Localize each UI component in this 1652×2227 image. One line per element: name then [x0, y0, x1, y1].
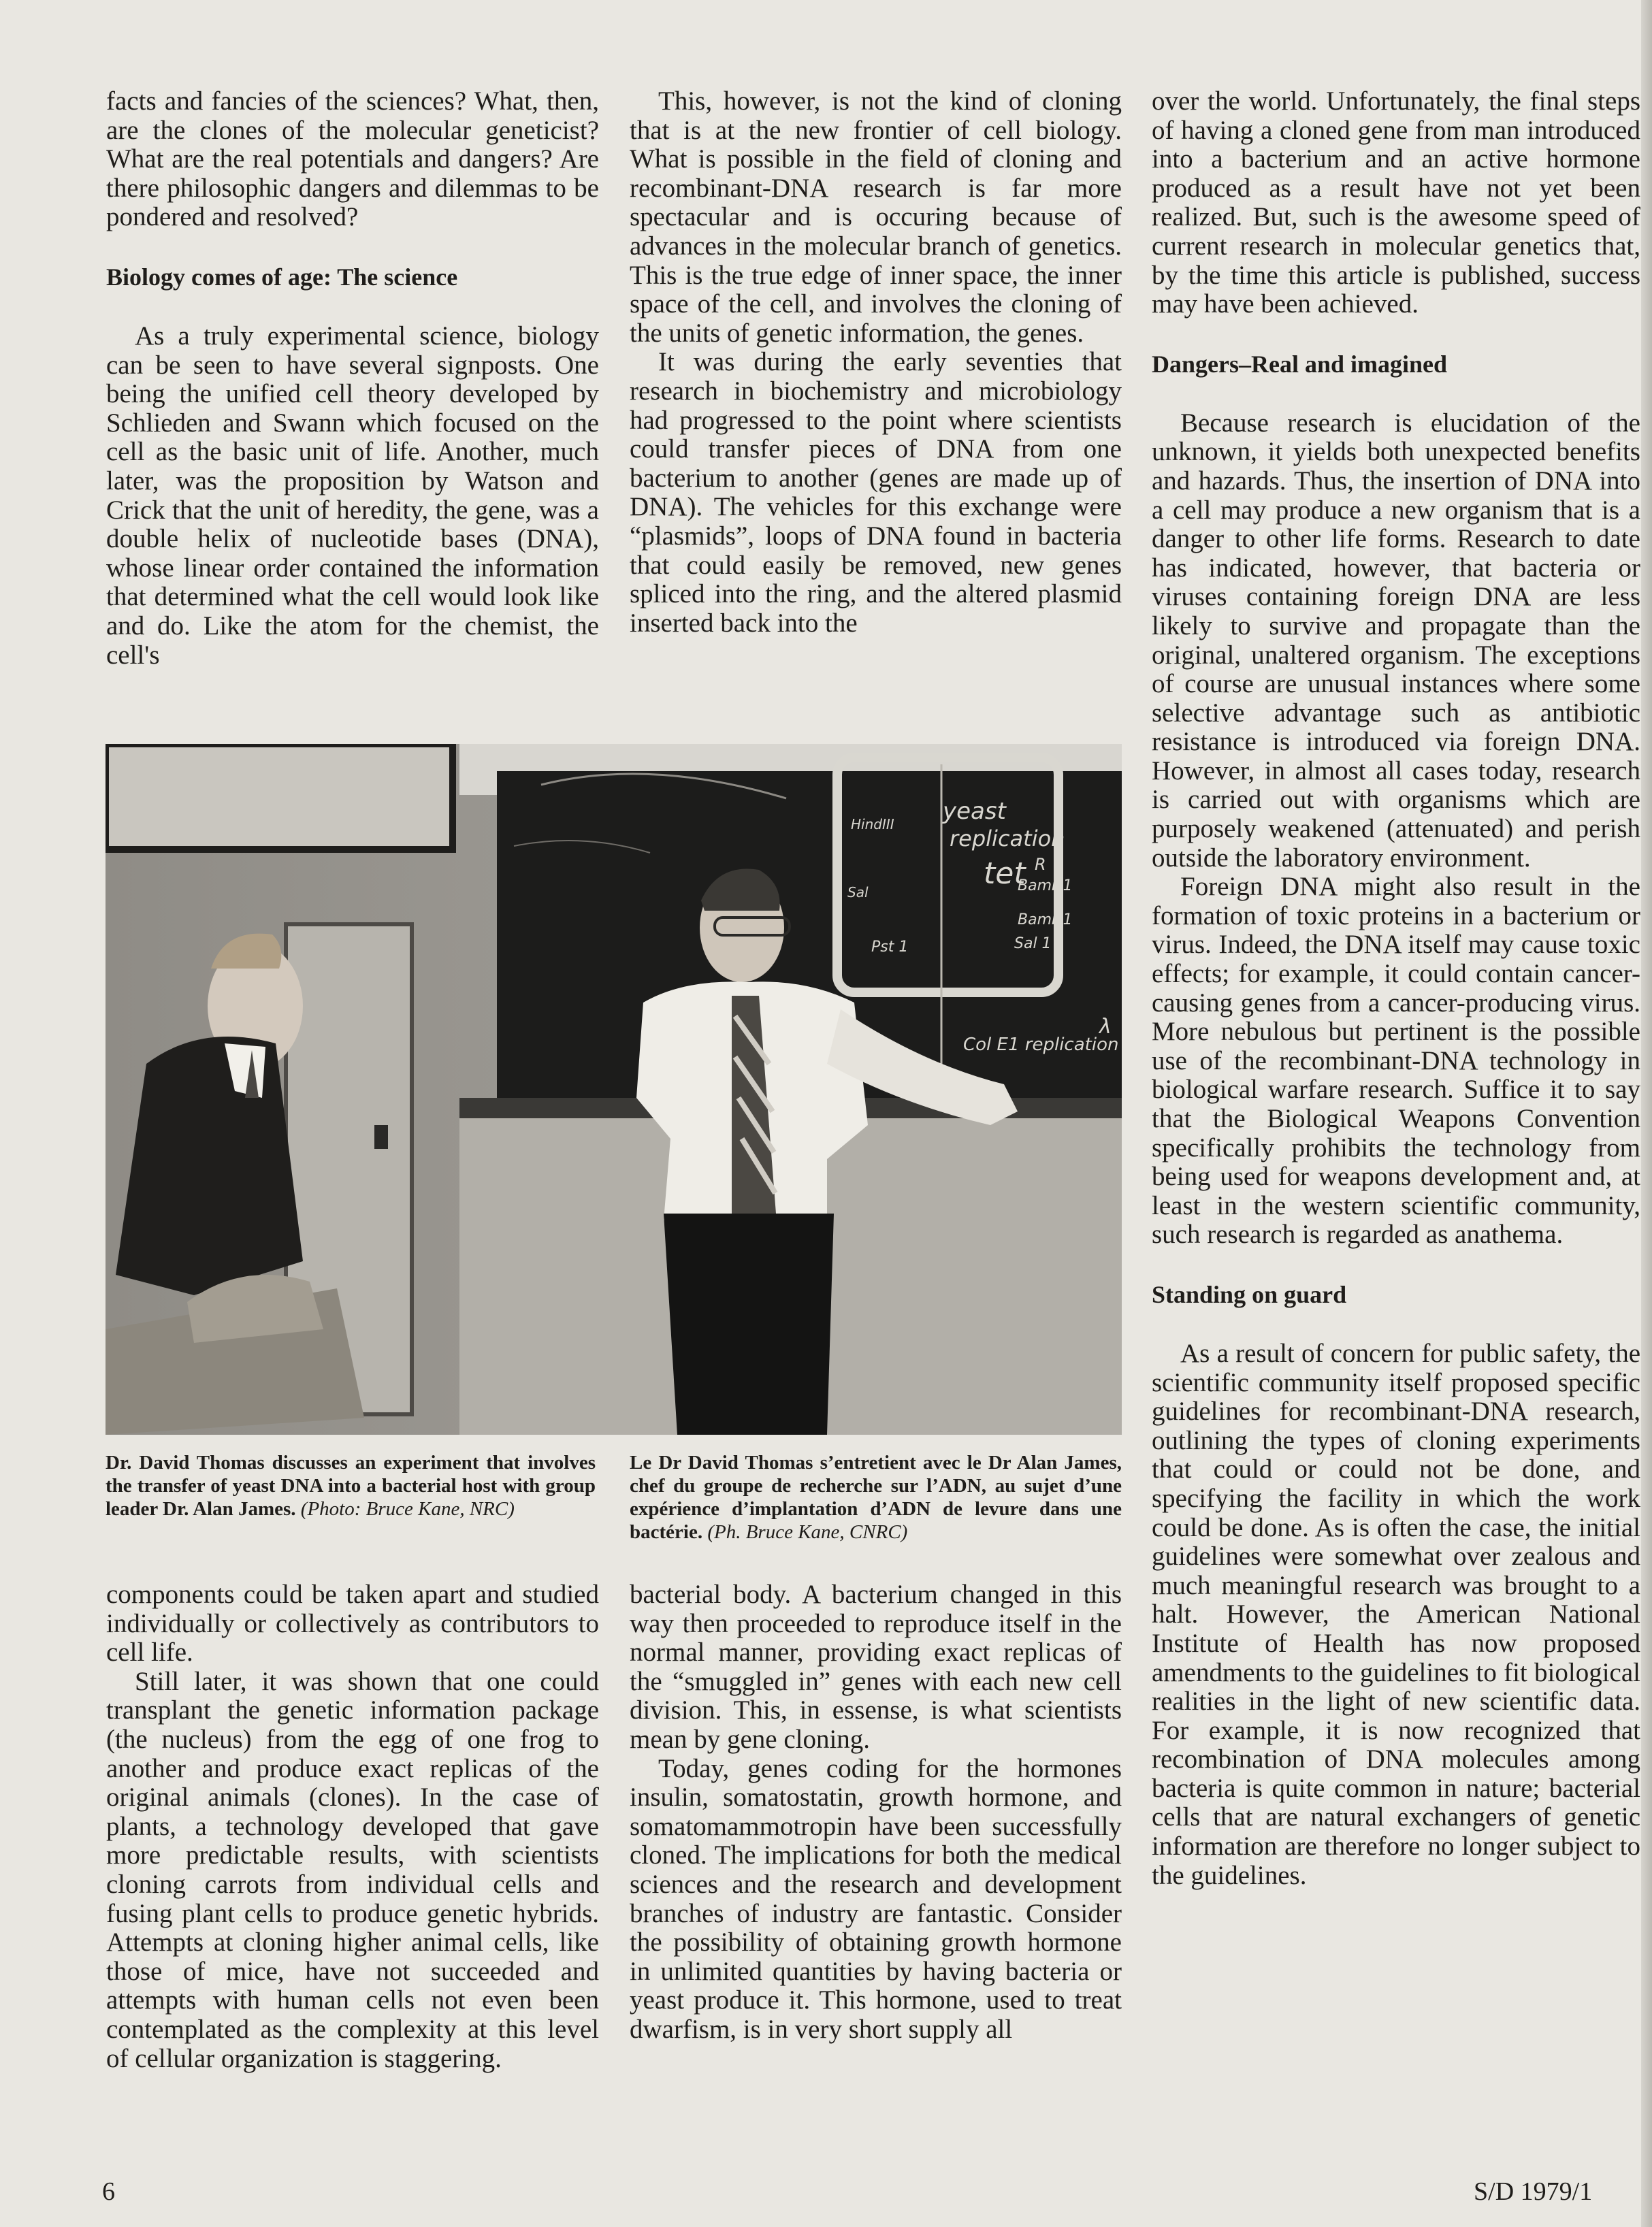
page-number: 6 [102, 2177, 115, 2206]
photo-credit: (Ph. Bruce Kane, CNRC) [707, 1521, 908, 1543]
paragraph: bacterial body. A bacterium changed in this way then proceeded to reproduce itself in the normal manner, providing exact replicas of the “smuggled in” genes with each new cell division. This, in essense, is what scientists mean by gene cloning. [630, 1580, 1122, 1754]
paragraph: As a result of concern for public safety, the scientific community itself proposed specific guidelines for recombinant-DNA research, outlining the types of cloning experiments that could or could not be done, and specifying the facility in which the work could be done. As is often the case, the initial guidelines were somewhat over zealous and much meaningful research was brought to a halt. However, the American National Institute of Health has now proposed amendments to the guidelines to fit biological realities in the light of new scientific data. For example, it is now recognized that recombination of DNA molecules among bacteria is quite common in nature; bacterial cells that are natural exchangers of genetic information are therefore no longer subject to the guidelines. [1152, 1338, 1640, 1890]
column-3 [1152, 87, 1640, 1890]
column-2-bottom [630, 1580, 1122, 2045]
paragraph: Today, genes coding for the hormones insulin, somatostatin, growth hormone, and somatomammotropin have been successfully cloned. The implications for both the medical sciences and the research and development branches of industry are fantastic. Consider the possibility of obtaining growth hormone in unlimited quantities by having bacteria or yeast produce it. This hormone, used to treat dwarfism, is in very short supply all [630, 1753, 1122, 2044]
photo-credit: (Photo: Bruce Kane, NRC) [300, 1498, 515, 1520]
upper-board [106, 744, 453, 849]
paragraph: over the world. Unfortunately, the final steps of having a cloned gene from man introduced into a bacterium and an active hormone produced as a result have not yet been realized. But, such is the awesome speed of current research in molecular genetics that, by the time this article is published, success may have been achieved. [1152, 86, 1640, 319]
caption-text: Le Dr David Thomas s’entretient avec le Dr Alan James, chef du groupe de recherche sur l’ADN, au sujet d’une expérience d’implantation d’ADN de levure dans une bactérie. [630, 1452, 1122, 1543]
paragraph: As a truly experimental science, biology can be seen to have several signposts. One being the unified cell theory developed by Schlieden and Swann which focused on the cell as the basic unit of life. Another, much later, was the proposition by Watson and Crick that the unit of heredity, the gene, was a double helix of nucleotide bases (DNA), whose linear order contained the information that determined what the cell would look like and do. Like the atom for the chemist, the cell's [106, 321, 599, 670]
paragraph: Because research is elucidation of the unknown, it yields both unexpected benefits and hazards. Thus, the insertion of DNA into a cell may produce a new organism that is a danger to other life forms. Research to date has indicated, however, that bacteria or viruses containing foreign DNA are less likely to survive and propagate than the original, unaltered organism. The exceptions of course are unusual instances where some selective advantage such as antibiotic resistance is introduced via foreign DNA. However, in almost all cases today, research is carried out with organisms which are purposely weakened (attenuated) and perish outside the laboratory environment. [1152, 408, 1640, 873]
section-heading: Standing on guard [1152, 1280, 1347, 1308]
column-1-top [106, 87, 599, 670]
chalk-text: Sal [847, 884, 869, 900]
paragraph: facts and fancies of the sciences? What, then, are the clones of the molecular geneticist? What are the real potentials and dangers? Are there philosophic dangers and dilemmas to be pondered and resolved? [106, 86, 599, 232]
paragraph: components could be taken apart and studied individually or collectively as contributors to cell life. [106, 1580, 599, 1668]
caption-french [630, 1451, 1122, 1544]
caption-text: Dr. David Thomas discusses an experiment that involves the transfer of yeast DNA into a bacterial host with group leader Dr. Alan James. [106, 1452, 596, 1520]
paragraph: It was during the early seventies that research in biochemistry and microbiology had progressed to the point where scientists could transfer pieces of DNA from one bacterium to another (genes are made up of DNA). The vehicles for this exchange were “plasmids”, loops of DNA found in bacteria that could easily be removed, new genes spliced into the ring, and the altered plasmid inserted back into the [630, 347, 1122, 638]
paragraph: Still later, it was shown that one could transplant the genetic information package (the nucleus) from the egg of one frog to another and produce exact replicas of the original animals (clones). In the case of plants, a technology developed that gave more predictable results, with scientists cloning carrots from individual cells and fusing plant cells to produce genetic hybrids. Attempts at cloning higher animal cells, like those of mice, have not succeeded and attempts with human cells not even been contemplated as the complexity at this level of cellular organization is staggering. [106, 1666, 599, 2073]
section-heading: Dangers–Real and imagined [1152, 350, 1448, 378]
chalk-text: Sal 1 [1014, 935, 1052, 952]
chalk-text: BamH1 [1018, 877, 1073, 894]
chalk-text: BamH1 [1018, 911, 1073, 928]
chalk-text: HindIII [851, 816, 894, 832]
photograph [106, 744, 1122, 1435]
caption-english [106, 1451, 596, 1521]
paragraph: Foreign DNA might also result in the formation of toxic proteins in a bacterium or virus. Indeed, the DNA itself may cause toxic effects; for example, it could contain cancer-causing genes from a cancer-producing virus. More nebulous but pertinent is the possible use of the recombinant-DNA technology in biological warfare research. Suffice it to say that the Biological Weapons Convention specifically prohibits the technology from being used for weapons development and, at least in the western scientific community, such research is regarded as anathema. [1152, 872, 1640, 1250]
chalk-text: tet [984, 856, 1026, 891]
chalk-text: replication [950, 826, 1065, 851]
chalk-text: yeast [943, 798, 1006, 825]
paragraph: This, however, is not the kind of cloning that is at the new frontier of cell biology. What is possible in the field of cloning and recombinant-DNA research is far more spectacular and is occuring because of advances in the molecular branch of genetics. This is the true edge of inner space, the inner space of the cell, and involves the cloning of the units of genetic information, the genes. [630, 86, 1122, 348]
chalk-text: R [1035, 855, 1046, 874]
chalk-text: λ [1099, 1015, 1112, 1039]
section-heading: Biology comes of age: The science [106, 263, 458, 291]
chalk-text: Pst 1 [871, 939, 909, 956]
page-edge [1641, 0, 1652, 2227]
door-handle [374, 1125, 388, 1149]
column-2-top [630, 87, 1122, 638]
column-1-bottom [106, 1580, 599, 2073]
chalk-text: Col E1 replication [963, 1035, 1119, 1055]
issue-label: S/D 1979/1 [1474, 2177, 1593, 2206]
